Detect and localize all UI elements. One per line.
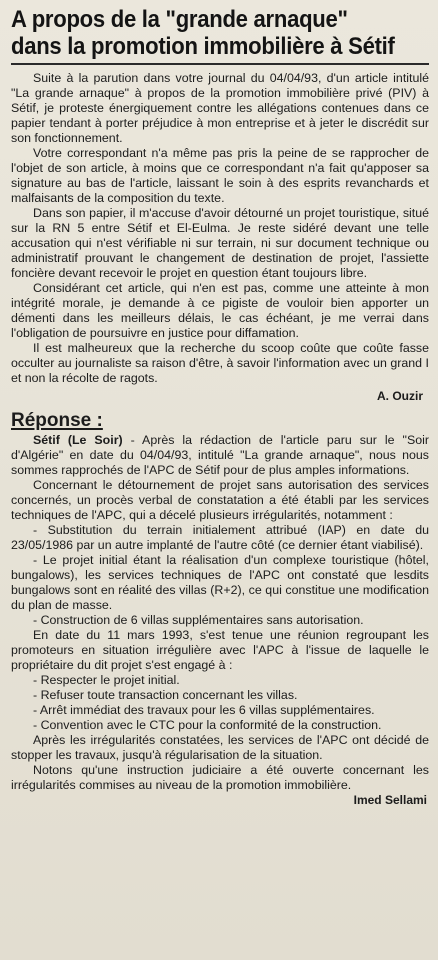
article-title-line-1: A propos de la "grande arnaque" [11, 6, 348, 33]
reponse-signature: Imed Sellami [353, 793, 427, 807]
reponse-paragraph: Après les irrégularités constatées, les services de l'APC ont décidé de stopper les travaux, jusqu'à régularisation de la situation. [11, 733, 429, 762]
title-divider [11, 63, 429, 65]
letter-paragraph: Considérant cet article, qui n'en est pas, comme une atteinte à mon intégrité morale, je demande à ce pigiste de vouloir bien apporter un démenti dans les meilleurs délais, le cas échéant, je me verrai dans l'obligation de poursuivre en justice pour diffamation. [11, 281, 429, 340]
letter-paragraph: Il est malheureux que la recherche du scoop coûte que coûte fasse occulter au journaliste sa raison d'être, à savoir l'information avec un grand I et non la récolte de ragots. [11, 341, 429, 385]
reponse-body [11, 433, 429, 793]
reponse-paragraph [11, 433, 429, 478]
reponse-list-item: - Convention avec le CTC pour la conformité de la construction. [33, 718, 382, 732]
reponse-lead: Sétif (Le Soir) [33, 433, 123, 447]
reponse-list-item: - Construction de 6 villas supplémentaires sans autorisation. [33, 613, 364, 627]
letter-paragraph: Votre correspondant n'a même pas pris la peine de se rapprocher de l'objet de son article, à moins que ce correspondant n'a fait qu'apposer sa signature au bas de l'article, laissant le soin à des esprits revanchards et malfaisants de la composition du texte. [11, 146, 429, 205]
reponse-list-item: - Arrêt immédiat des travaux pour les 6 villas supplémentaires. [33, 703, 375, 717]
reponse-paragraph: En date du 11 mars 1993, s'est tenue une réunion regroupant les promoteurs en situation irrégulière avec l'APC à l'issue de laquelle le propriétaire du dit projet s'est engagé à : [11, 628, 429, 672]
letter-paragraph: Dans son papier, il m'accuse d'avoir détourné un projet touristique, situé sur la RN 5 entre Sétif et El-Eulma. Je reste sidéré devant une telle accusation qui n'est vérifiable ni sur terrain, ni sur document technique ou administratif prouvant le changement de destination de projet, l'assiette foncière devant recevoir le projet en question étant toujours libre. [11, 206, 429, 280]
reponse-heading: Réponse : [11, 410, 103, 431]
reponse-list-item: - Respecter le projet initial. [33, 673, 180, 687]
letter-body [11, 71, 429, 386]
letter-paragraph: Suite à la parution dans votre journal du 04/04/93, d'un article intitulé "La grande arnaque" à propos de la promotion immobilière privé (PIV) à Sétif, je proteste énergiquement contre les allégations contenues dans ce papier tendant à porter préjudice à mon entreprise et à jeter le discrédit sur son fonctionnement. [11, 71, 429, 145]
reponse-list-item: - Refuser toute transaction concernant les villas. [33, 688, 298, 702]
reponse-lead-text: - Après la rédaction de l'article paru sur le "Soir d'Algérie" en date du 04/04/93, intitulé "La grande arnaque", nous nous sommes rapprochés de l'APC de Sétif pour de plus amples informations. [11, 433, 429, 477]
letter-signature: A. Ouzir [376, 389, 423, 403]
reponse-paragraph: Concernant le détournement de projet sans autorisation des services concernés, un procès verbal de constatation a été établi par les services techniques de l'APC, qui a décelé plusieurs irrégularités, notamment : [11, 478, 429, 522]
reponse-list-item: - Substitution du terrain initialement attribué (IAP) en date du 23/05/1986 par un autre implanté de l'autre côté (ce dernier étant viabilisé). [11, 523, 429, 552]
reponse-paragraph: Notons qu'une instruction judiciaire a été ouverte concernant les irrégularités commises au niveau de la promotion immobilière. [11, 763, 429, 792]
article-title-line-2: dans la promotion immobilière à Sétif [11, 33, 395, 60]
article-title [11, 6, 396, 60]
reponse-list-item: - Le projet initial étant la réalisation d'un complexe touristique (hôtel, bungalows), les services techniques de l'APC ont constaté que lesdits bungalows sont en réalité des villas (R+2), ce qui constitue une modification du plan de masse. [11, 553, 429, 612]
